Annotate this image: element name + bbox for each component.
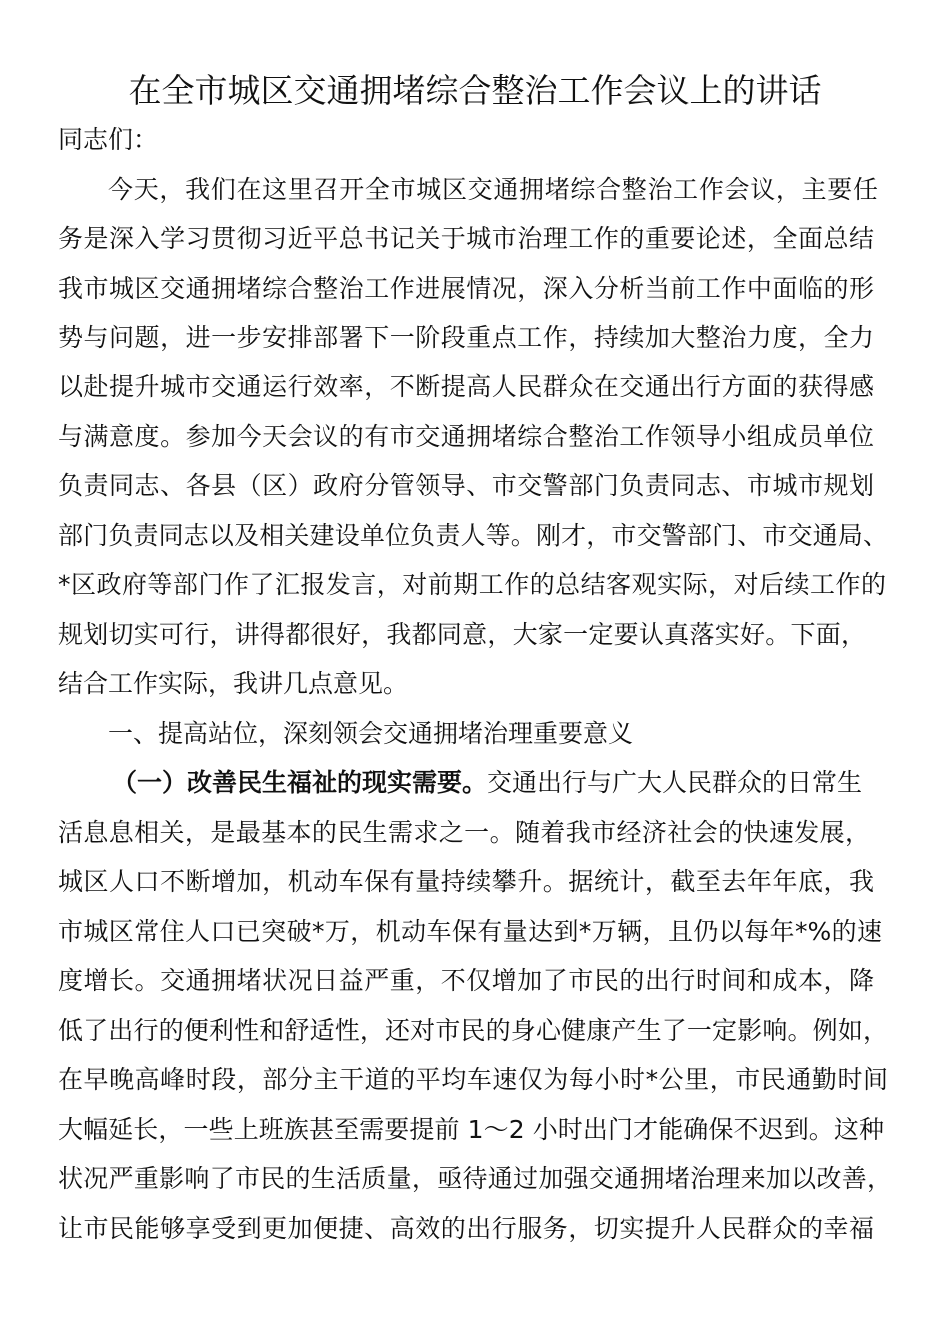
subsection-line: 城区人口不断增加，机动车保有量持续攀升。据统计，截至去年年底，我 [58,867,874,896]
paragraph1-line: 以赴提升城市交通运行效率，不断提高人民群众在交通出行方面的获得感 [58,372,874,401]
paragraph1-line: 与满意度。参加今天会议的有市交通拥堵综合整治工作领导小组成员单位 [58,422,874,451]
section-heading: 一、提高站位，深刻领会交通拥堵治理重要意义 [108,719,634,748]
subsection-first-line [112,758,880,808]
paragraph1-line: 我市城区交通拥堵综合整治工作进展情况，深入分析当前工作中面临的形 [58,274,874,303]
subsection-first-line-text: 交通出行与广大人民群众的日常生 [487,768,863,797]
salutation: 同志们： [58,125,159,154]
subsection-line: 度增长。交通拥堵状况日益严重，不仅增加了市民的出行时间和成本，降 [58,966,874,995]
paragraph1-line: 势与问题，进一步安排部署下一阶段重点工作，持续加大整治力度，全力 [58,323,874,352]
paragraph1-line: 今天，我们在这里召开全市城区交通拥堵综合整治工作会议，主要任 [108,175,878,204]
subsection-line: 让市民能够享受到更加便捷、高效的出行服务，切实提升人民群众的幸福 [58,1214,874,1243]
subsection-heading: （一）改善民生福祉的现实需要。 [112,768,488,797]
paragraph1-line: 部门负责同志以及相关建设单位负责人等。刚才，市交警部门、市交通局、 [58,521,888,550]
subsection-line: 状况严重影响了市民的生活质量，亟待通过加强交通拥堵治理来加以改善， [58,1164,892,1193]
paragraph1-line: 负责同志、各县（区）政府分管领导、市交警部门负责同志、市城市规划 [58,471,874,500]
subsection-line: 低了出行的便利性和舒适性，还对市民的身心健康产生了一定影响。例如， [58,1016,888,1045]
speech-title: 在全市城区交通拥堵综合整治工作会议上的讲话 [128,71,822,110]
subsection-line: 大幅延长，一些上班族甚至需要提前 1～2 小时出门才能确保不迟到。这种 [58,1115,884,1144]
paragraph1-line: *区政府等部门作了汇报发言，对前期工作的总结客观实际，对后续工作的 [58,570,886,599]
subsection-line: 市城区常住人口已突破*万，机动车保有量达到*万辆，且仍以每年*%的速 [58,917,882,946]
paragraph1-line: 规划切实可行，讲得都很好，我都同意，大家一定要认真落实好。下面， [58,620,866,649]
subsection-line: 在早晚高峰时段，部分主干道的平均车速仅为每小时*公里，市民通勤时间 [58,1065,888,1094]
paragraph1-line: 结合工作实际，我讲几点意见。 [58,669,409,698]
paragraph1-line: 务是深入学习贯彻习近平总书记关于城市治理工作的重要论述，全面总结 [58,224,874,253]
subsection-line: 活息息相关，是最基本的民生需求之一。随着我市经济社会的快速发展， [58,818,870,847]
